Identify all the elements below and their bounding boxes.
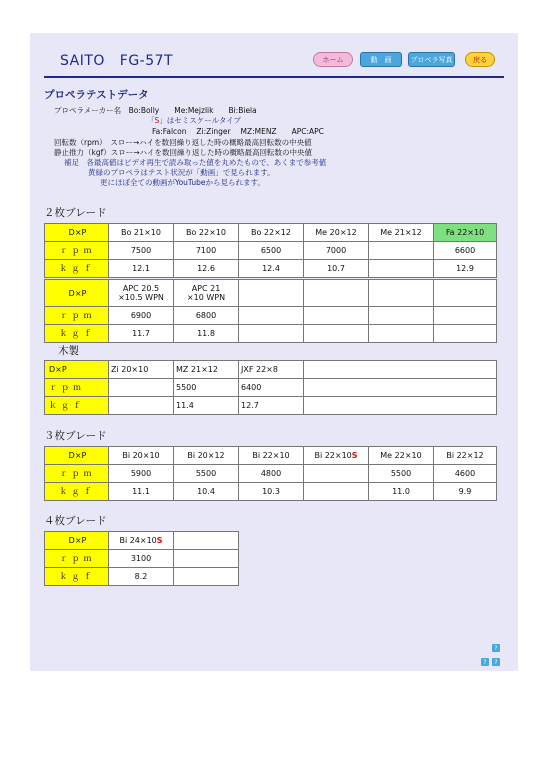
- info-line-2-text: 」はセミスケールタイプ: [159, 116, 241, 125]
- rpm-cell: 6800: [174, 307, 239, 325]
- kgf-cell: 11.7: [109, 325, 174, 343]
- table-row: [45, 280, 497, 307]
- prop-cell: [239, 280, 304, 307]
- prop-cell: [174, 280, 239, 307]
- kgf-cell: 10.7: [304, 260, 369, 278]
- kgf-cell: 10.3: [239, 483, 304, 501]
- empty-cell: [174, 550, 239, 568]
- prop-name-line-2: ×10.5 WPN: [118, 293, 164, 302]
- prop-cell: Bi 22×10: [239, 447, 304, 465]
- rpm-cell: 6900: [109, 307, 174, 325]
- prop-name-line-2: ×10 WPN: [186, 293, 226, 302]
- table-row: [45, 361, 497, 379]
- rpm-cell: [369, 242, 434, 260]
- table-row: [45, 260, 497, 278]
- prop-cell: Bi 20×12: [174, 447, 239, 465]
- two-blade-table-1: [44, 223, 497, 278]
- help-icon[interactable]: ?: [481, 658, 489, 666]
- kgf-cell: 9.9: [434, 483, 497, 501]
- prop-name-line-1: APC 21: [191, 284, 221, 293]
- dxp-label: D×P: [45, 447, 109, 465]
- prop-name-line-1: APC 20.5: [122, 284, 160, 293]
- prop-cell: MZ 21×12: [174, 361, 239, 379]
- table-row: [45, 550, 239, 568]
- info-line-2: [147, 116, 241, 125]
- help-icon[interactable]: ?: [492, 644, 500, 652]
- prop-cell: [369, 280, 434, 307]
- kgf-cell: 11.8: [174, 325, 239, 343]
- rpm-cell: 5900: [109, 465, 174, 483]
- rpm-cell: [369, 307, 434, 325]
- rpm-label: ｒｐｍ: [45, 307, 109, 325]
- rpm-cell: 6600: [434, 242, 497, 260]
- rpm-cell: 5500: [174, 379, 239, 397]
- prop-cell: Bo 22×10: [174, 224, 239, 242]
- rpm-cell: [304, 379, 497, 397]
- rpm-label: ｒｐｍ: [45, 550, 109, 568]
- info-line-2-open: 「: [147, 116, 155, 125]
- semi-scale-suffix: S: [351, 451, 358, 460]
- prop-cell: Bo 21×10: [109, 224, 174, 242]
- two-blade-table-2: [44, 279, 497, 343]
- wood-heading: 木製: [58, 345, 79, 357]
- prop-cell: Me 21×12: [369, 224, 434, 242]
- kgf-cell: [304, 397, 497, 415]
- rpm-cell: [434, 307, 497, 325]
- kgf-cell: [304, 483, 369, 501]
- semi-scale-suffix: S: [156, 536, 163, 545]
- rpm-cell: 3100: [109, 550, 174, 568]
- prop-cell: JXF 22×8: [239, 361, 304, 379]
- table-row: [45, 379, 497, 397]
- table-row: [45, 483, 497, 501]
- kgf-cell: 12.6: [174, 260, 239, 278]
- rpm-cell: 5500: [174, 465, 239, 483]
- rpm-label: ｒｐｍ: [45, 379, 109, 397]
- empty-cell: [174, 568, 239, 586]
- rpm-cell: 4600: [434, 465, 497, 483]
- table-row: [45, 465, 497, 483]
- rpm-cell: [109, 379, 174, 397]
- prop-cell: [109, 532, 174, 550]
- kgf-label: ｋｇｆ: [45, 568, 109, 586]
- empty-cell: [174, 532, 239, 550]
- dxp-label: D×P: [45, 224, 109, 242]
- four-blade-heading: ４枚ブレード: [44, 515, 107, 527]
- title-divider: [44, 76, 504, 78]
- info-line-6: 補足 各最高値はビデオ再生で読み取った値を丸めたもので、あくまで参考値: [64, 158, 327, 167]
- prop-cell: Zi 20×10: [109, 361, 174, 379]
- table-row: [45, 325, 497, 343]
- kgf-cell: 12.1: [109, 260, 174, 278]
- propeller-photo-button[interactable]: プロペラ写真: [408, 52, 455, 67]
- kgf-label: ｋｇｆ: [45, 483, 109, 501]
- rpm-cell: [239, 307, 304, 325]
- page-title: SAITO FG-57T: [60, 53, 174, 69]
- prop-cell: [304, 447, 369, 465]
- prop-name: Bi 24×10: [119, 536, 157, 545]
- table-row: [45, 532, 239, 550]
- info-line-4: 回転数（rpm） スロー→ハイを数回繰り返した時の概略最高回転数の中央値: [54, 138, 312, 147]
- three-blade-heading: ３枚ブレード: [44, 430, 107, 442]
- info-line-7: 黄緑のプロペラはテスト状況が「動画」で見られます。: [88, 168, 275, 177]
- kgf-cell: [304, 325, 369, 343]
- kgf-cell: [369, 325, 434, 343]
- content-panel: [30, 33, 518, 671]
- two-blade-heading: ２枚ブレード: [44, 207, 107, 219]
- info-line-5: 静止推力（kgf）スロー→ハイを数回繰り返した時の概略最高回転数の中央値: [54, 148, 313, 157]
- kgf-cell: [239, 325, 304, 343]
- table-row: [45, 568, 239, 586]
- rpm-cell: 7500: [109, 242, 174, 260]
- semi-scale-marker: S: [154, 116, 160, 125]
- kgf-cell: 8.2: [109, 568, 174, 586]
- wood-table: [44, 360, 497, 415]
- table-row: [45, 447, 497, 465]
- info-line-8: 更にほぼ全ての動画がYouTubeから見られます。: [100, 178, 265, 187]
- table-row: [45, 397, 497, 415]
- kgf-cell: 12.7: [239, 397, 304, 415]
- kgf-cell: [434, 325, 497, 343]
- table-row: [45, 224, 497, 242]
- kgf-label: ｋｇｆ: [45, 260, 109, 278]
- kgf-label: ｋｇｆ: [45, 325, 109, 343]
- info-line-3: Fa:Falcon Zi:Zinger MZ:MENZ APC:APC: [152, 127, 324, 136]
- prop-cell-video-available[interactable]: Fa 22×10: [434, 224, 497, 242]
- kgf-cell: [109, 397, 174, 415]
- kgf-cell: 11.0: [369, 483, 434, 501]
- kgf-cell: [369, 260, 434, 278]
- rpm-label: ｒｐｍ: [45, 242, 109, 260]
- rpm-cell: 6500: [239, 242, 304, 260]
- rpm-cell: 7000: [304, 242, 369, 260]
- prop-cell: [434, 280, 497, 307]
- section-title: プロペラテストデータ: [44, 89, 149, 101]
- three-blade-table: [44, 446, 497, 501]
- dxp-label: D×P: [45, 361, 109, 379]
- prop-cell: Me 20×12: [304, 224, 369, 242]
- kgf-cell: 12.4: [239, 260, 304, 278]
- prop-name: Bi 22×10: [314, 451, 352, 460]
- kgf-label: ｋｇｆ: [45, 397, 109, 415]
- rpm-label: ｒｐｍ: [45, 465, 109, 483]
- home-button[interactable]: ホーム: [313, 52, 353, 67]
- rpm-cell: 4800: [239, 465, 304, 483]
- prop-cell: Bo 22×12: [239, 224, 304, 242]
- rpm-cell: [304, 465, 369, 483]
- dxp-label: D×P: [45, 280, 109, 307]
- kgf-cell: 11.1: [109, 483, 174, 501]
- rpm-cell: 5500: [369, 465, 434, 483]
- prop-cell: [109, 280, 174, 307]
- prop-cell: [304, 280, 369, 307]
- video-button[interactable]: 動 画: [360, 52, 402, 67]
- rpm-cell: 6400: [239, 379, 304, 397]
- prop-cell: Bi 20×10: [109, 447, 174, 465]
- help-icon[interactable]: ?: [492, 658, 500, 666]
- dxp-label: D×P: [45, 532, 109, 550]
- prop-cell: Me 22×10: [369, 447, 434, 465]
- back-button[interactable]: 戻る: [465, 52, 495, 67]
- kgf-cell: 12.9: [434, 260, 497, 278]
- info-line-1: プロペラメーカー名 Bo:Bolly Me:Mejzlik Bi:Biela: [54, 106, 257, 115]
- kgf-cell: 11.4: [174, 397, 239, 415]
- four-blade-table: [44, 531, 239, 586]
- rpm-cell: 7100: [174, 242, 239, 260]
- table-row: [45, 242, 497, 260]
- prop-cell: Bi 22×12: [434, 447, 497, 465]
- rpm-cell: [304, 307, 369, 325]
- prop-cell: [304, 361, 497, 379]
- table-row: [45, 307, 497, 325]
- kgf-cell: 10.4: [174, 483, 239, 501]
